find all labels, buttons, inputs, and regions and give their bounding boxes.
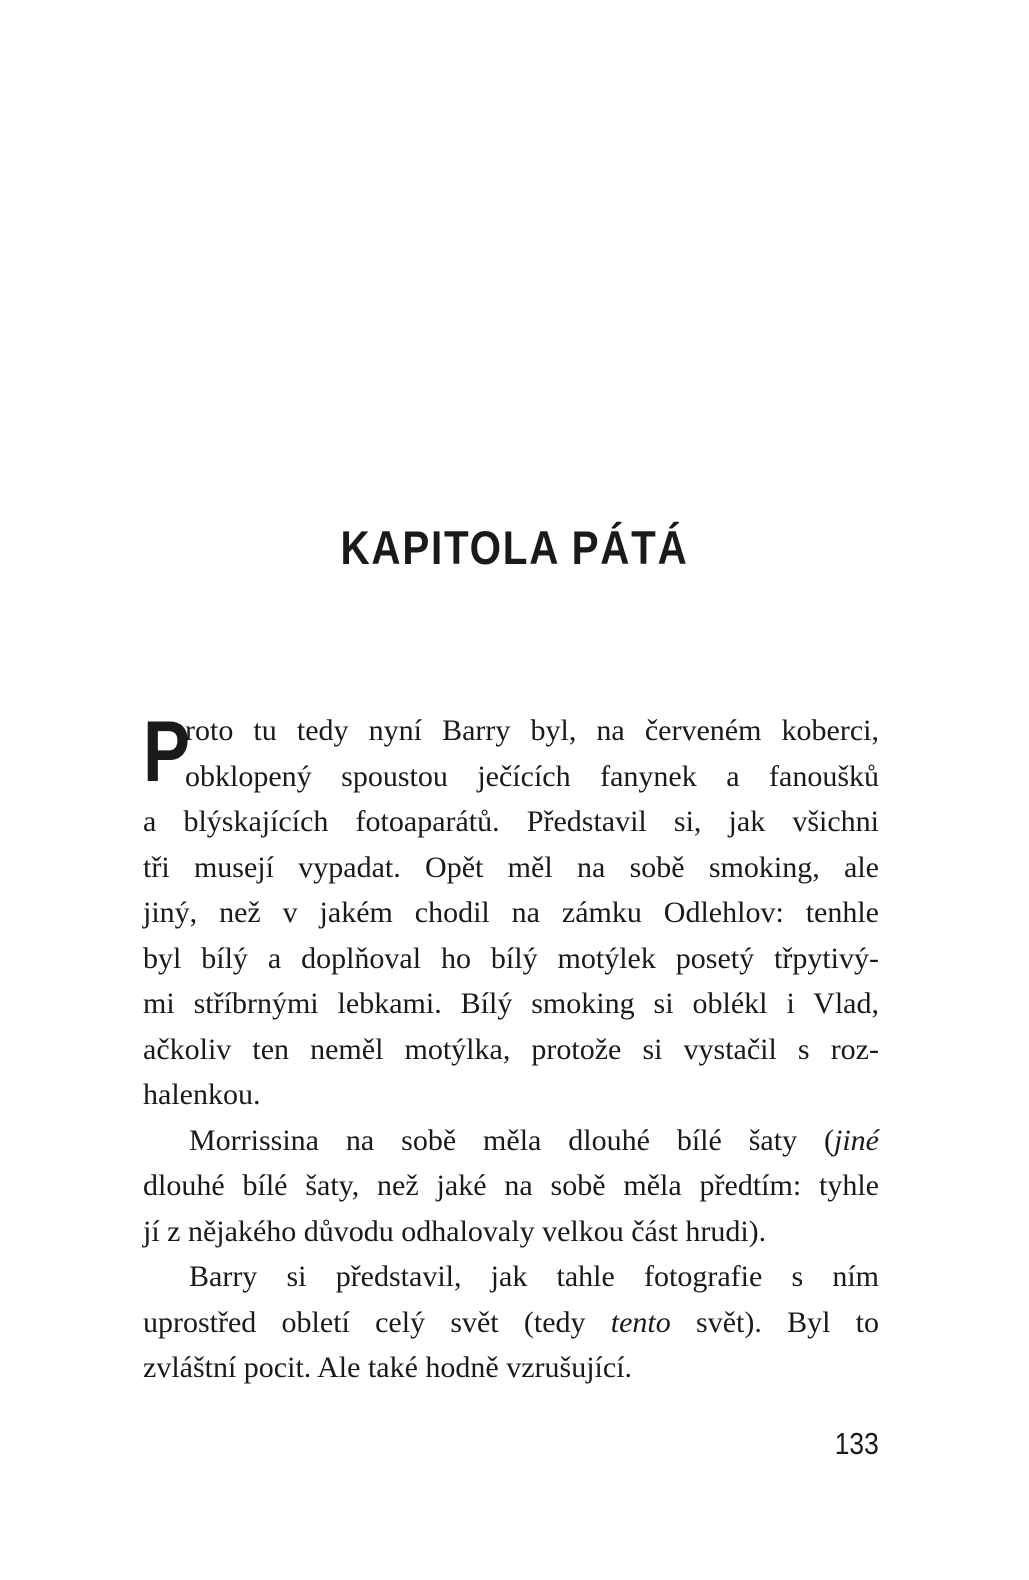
emphasis: tento bbox=[610, 1305, 671, 1339]
text-line: byl bílý a doplňoval ho bílý motýlek posetý třpytivý- bbox=[143, 941, 879, 975]
text-line: jiný, než v jakém chodil na zámku Odlehlov: tenhle bbox=[143, 896, 879, 929]
text-line bbox=[143, 1300, 879, 1346]
text-line: halenkou. bbox=[143, 1078, 261, 1111]
text-line: zvláštní pocit. Ale také hodně vzrušující. bbox=[143, 1351, 633, 1384]
text-run: svět). Byl to bbox=[670, 1305, 880, 1339]
text-run: uprostřed obletí celý svět (tedy bbox=[143, 1305, 611, 1339]
text-line: Barry si představil, jak tahle fotografie s ním bbox=[189, 1260, 879, 1293]
text-line: a blýskajících fotoaparátů. Představil si, jak všichni bbox=[143, 805, 879, 838]
drop-cap: P bbox=[143, 704, 191, 800]
text-line: ačkoliv ten neměl motýlka, protože si vystačil s roz- bbox=[143, 1032, 879, 1066]
text-line: dlouhé bílé šaty, než jaké na sobě měla předtím: tyhle bbox=[143, 1169, 879, 1202]
text-line: obklopený spoustou ječících fanynek a fanoušků bbox=[185, 759, 879, 793]
text-line: mi stříbrnými lebkami. Bílý smoking si oblékl i Vlad, bbox=[143, 987, 879, 1020]
text-line: roto tu tedy nyní Barry byl, na červeném koberci, bbox=[185, 714, 879, 747]
body-text bbox=[143, 704, 880, 1391]
text-line: jí z nějakého důvodu odhalovaly velkou část hrudi). bbox=[143, 1214, 767, 1248]
page-number: 133 bbox=[835, 1426, 879, 1461]
text-run: Morrissina na sobě měla dlouhé bílé šaty ( bbox=[189, 1123, 834, 1157]
text-line: tři musejí vypadat. Opět měl na sobě smoking, ale bbox=[143, 850, 879, 884]
chapter-title: KAPITOLA PÁTÁ bbox=[340, 521, 689, 574]
text-line bbox=[143, 1118, 879, 1164]
emphasis: jiné bbox=[834, 1123, 879, 1157]
